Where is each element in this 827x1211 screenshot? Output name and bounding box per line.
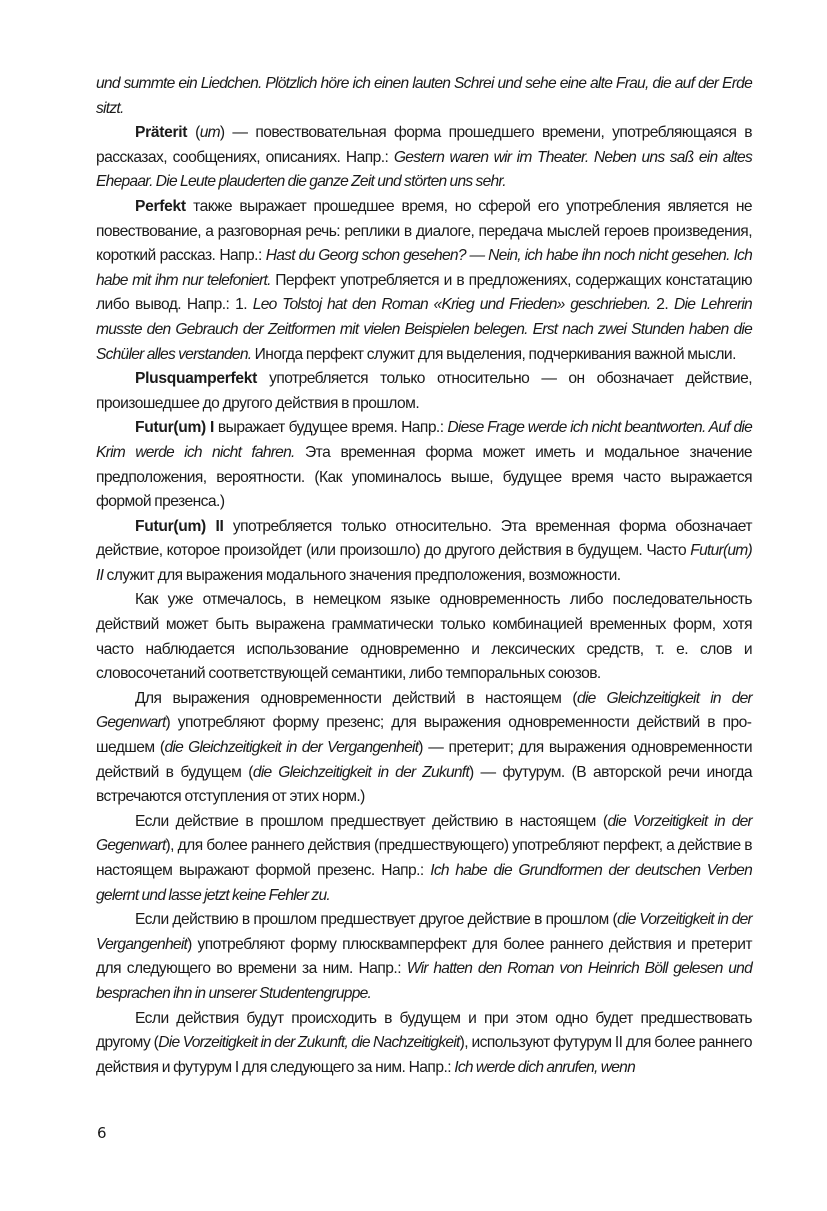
german-example: die Gleichzeitigkeit in der Vergangenheit <box>164 739 419 757</box>
body-text: служит для выражения модального значения предположения, возможности. <box>103 566 621 584</box>
german-example: die Gleichzeitigkeit in der Zukunft <box>252 763 469 781</box>
body-text: Для выражения одновременности действий в настоящем ( <box>135 689 578 707</box>
body-text: ) — повествовательная форма прошедшего времени, употребляющаяся в рассказах, сообщениях, описаниях. Напр.: <box>96 124 752 166</box>
paragraph-p1-praeterit <box>96 121 752 195</box>
german-example: um <box>199 124 220 142</box>
body-text: Иногда перфект служит для выделения, подчеркивания важной мысли. <box>251 345 736 363</box>
paragraph-p10-vorzeitigkeit-zukunft <box>96 1007 752 1081</box>
body-text: ) — претерит; для выражения одновременности действий в будущем ( <box>96 739 753 781</box>
german-example: Leo Tolstoj hat den Roman «Krieg und Frieden» geschrieben. <box>252 296 651 314</box>
body-text: ) — футурум. (В авторской речи иногда встречаются отступления от этих норм.) <box>96 763 752 806</box>
body-text: выражает будущее время. Напр.: <box>214 419 448 437</box>
term-heading: Futur(um) II <box>135 517 224 535</box>
german-example: Ich werde dich anrufen, wenn <box>454 1058 636 1076</box>
term-heading: Futur(um) I <box>135 419 215 437</box>
body-text: ) употребляют форму плюсквамперфект для более раннего действия и претерит для следующего во времени за ним. Напр.: <box>96 935 752 978</box>
body-text: употребляется только относительно — он обозначает действие, произошедшее до другого действия в прошлом. <box>96 370 752 412</box>
paragraph-p5-futur2 <box>96 515 752 589</box>
body-text: Как уже отмечалось, в немецком языке одновременность либо последовательность действий может быть выражена грамматически только комбинацией временных форм, хотя часто наблюдается использование одновременно и лексических средств, т. е. слов и словосочетаний соответствующей семантики, либо темпоральных союзов. <box>96 591 752 683</box>
german-example: Hast du Georg schon gesehen? — Nein, ich habe ihn noch nicht gesehen. Ich habe mit ihm nur telefoniert. <box>96 247 752 289</box>
term-heading: Präterit <box>135 124 188 142</box>
paragraph-p4-futur1 <box>96 416 752 514</box>
term-heading: Plusquamperfekt <box>135 370 258 388</box>
body-text: ( <box>187 124 200 142</box>
german-example: Futur(um) II <box>96 542 752 584</box>
paragraph-p2-perfekt <box>96 195 752 367</box>
paragraph-p0-continuation <box>96 72 752 121</box>
paragraph-p9-vorzeitigkeit-vergangenheit <box>96 908 752 1006</box>
body-text: Если действие в прошлом предшествует действию в настоящем ( <box>135 812 608 830</box>
body-text: 2. <box>650 296 675 314</box>
body-text: Перфект употребляется и в предложениях, содержащих констатацию либо вывод. Напр.: 1. <box>96 271 752 314</box>
german-example: Die Lehrerin musste den Gebrauch der Zeitformen mit vielen Beispielen belegen. Erst nach zwei Stunden haben die Schüler alles verstanden. <box>96 296 752 363</box>
page-number: 6 <box>97 1124 107 1142</box>
german-example: Gestern waren wir im Theater. Neben uns saß ein altes Ehepaar. Die Leute plauderten die ganze Zeit und störten uns sehr. <box>96 148 753 191</box>
body-text: также выражает прошедшее время, но сферой его употребления является не повествование, а разговорная речь: реплики в диалоге, передача мыслей героев произведения, короткий рассказ. Напр.: <box>96 197 752 265</box>
paragraph-p8-vorzeitigkeit-gegenwart <box>96 810 752 908</box>
german-example: die Vorzeitigkeit in der Gegenwart <box>96 812 752 855</box>
paragraph-p6-simultaneity <box>96 588 752 686</box>
german-example: Ich habe die Grundformen der deutschen Verben gelernt und lasse jetzt keine Fehler zu. <box>96 862 752 904</box>
german-example: Die Vorzeitigkeit in der Zukunft, die Nachzeitigkeit <box>158 1034 460 1052</box>
body-text: Эта временная форма может иметь и модальное значение предположения, вероятности. (Как упоминалось выше, будущее время часто выражается формой презенса.) <box>96 443 752 511</box>
body-text: ), для более раннего действия (предшествующего) употребляют перфект, а действие в настоящем выражают формой презенс. Напр.: <box>96 837 752 879</box>
term-heading: Perfekt <box>135 197 186 215</box>
body-text: употребляется только относительно. Эта временная форма обозначает действие, которое произойдет (или произошло) до другого действия в будущем. Часто <box>96 517 752 560</box>
body-text: Если действия будут происходить в будущем и при этом одно будет предшествовать другому ( <box>96 1009 752 1052</box>
body-text: Если действию в прошлом предшествует другое действие в прошлом ( <box>135 911 618 929</box>
page-body-text <box>96 72 752 1080</box>
body-text: ) употребляют форму презенс; для выражения одновременности действий в прошедшем ( <box>96 714 752 757</box>
german-example: Diese Frage werde ich nicht beantworten. Auf die Krim werde ich nicht fahren. <box>96 419 753 461</box>
paragraph-p3-plusquamperfekt <box>96 367 752 416</box>
paragraph-p7-gleichzeitigkeit <box>96 687 752 810</box>
german-example: die Vorzeitigkeit in der Vergangenheit <box>96 911 752 953</box>
german-example: die Gleichzeitigkeit in der Gegenwart <box>96 689 752 732</box>
german-example: und summte ein Liedchen. Plötzlich höre ich einen lauten Schrei und sehe eine alte Frau, die auf der Erde sitzt. <box>96 75 752 117</box>
body-text: ), используют футурум II для более раннего действия и футурум I для следующего за ним. Напр.: <box>96 1034 752 1076</box>
german-example: Wir hatten den Roman von Heinrich Böll gelesen und besprachen ihn in unserer Studentengruppe. <box>96 960 752 1002</box>
